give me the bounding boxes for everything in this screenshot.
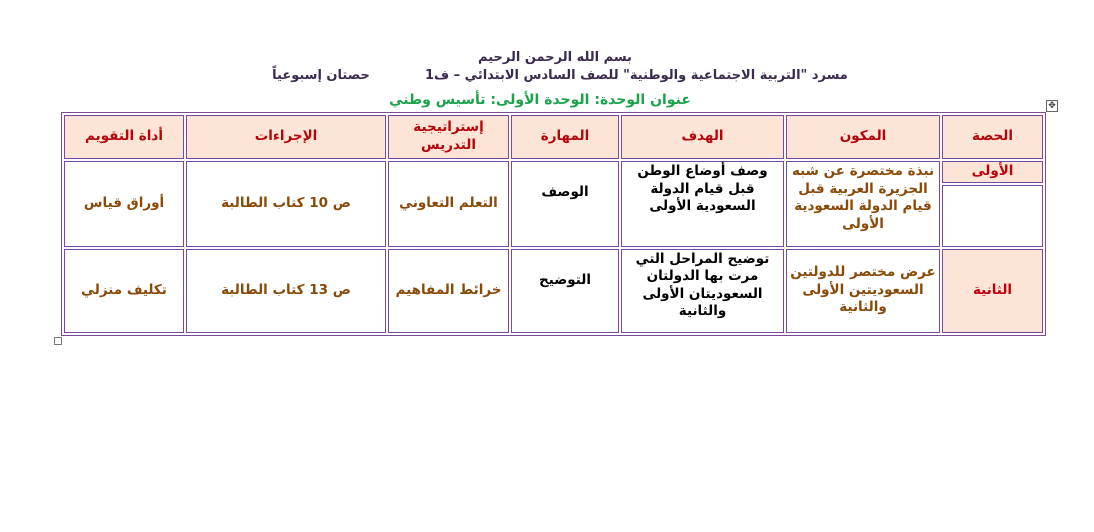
procedures-cell: ص 10 كتاب الطالبة — [186, 161, 386, 247]
lesson-plan-table — [61, 112, 1046, 336]
basmala-heading: بسم الله الرحمن الرحيم — [478, 50, 632, 65]
header-component: المكون — [786, 115, 940, 159]
assessment-cell: أوراق قياس — [64, 161, 184, 247]
component-cell: عرض مختصر للدولتين السعوديتين الأولى والثانية — [786, 249, 940, 333]
header-session: الحصة — [942, 115, 1043, 159]
table-row — [64, 249, 1043, 333]
component-cell: نبذة مختصرة عن شبه الجزيرة العربية قبل قيام الدولة السعودية الأولى — [786, 161, 940, 247]
table-row — [64, 161, 1043, 183]
objective-cell: وصف أوضاع الوطن قبل قيام الدولة السعودية الأولى — [621, 161, 784, 247]
skill-cell: التوضيح — [511, 249, 619, 333]
strategy-cell: التعلم التعاوني — [388, 161, 509, 247]
table-header-row — [64, 115, 1043, 159]
empty-session-cell — [942, 185, 1043, 247]
session-cell: الأولى — [942, 161, 1043, 183]
header-procedures: الإجراءات — [186, 115, 386, 159]
resize-handle-icon[interactable] — [54, 337, 62, 345]
header-assessment: أداة التقويم — [64, 115, 184, 159]
assessment-cell: تكليف منزلي — [64, 249, 184, 333]
header-skill: المهارة — [511, 115, 619, 159]
unit-title: عنوان الوحدة: الوحدة الأولى: تأسيس وطني — [389, 92, 691, 108]
weekly-sessions: حصتان إسبوعياً — [272, 68, 370, 83]
procedures-cell: ص 13 كتاب الطالبة — [186, 249, 386, 333]
course-title-line — [250, 68, 870, 83]
move-handle-icon[interactable]: ✥ — [1046, 100, 1058, 112]
objective-cell: توضيح المراحل التي مرت بها الدولتان السعوديتان الأولى والثانية — [621, 249, 784, 333]
skill-cell: الوصف — [511, 161, 619, 247]
header-strategy: إستراتيجية التدريس — [388, 115, 509, 159]
strategy-cell: خرائط المفاهيم — [388, 249, 509, 333]
course-title: مسرد "التربية الاجتماعية والوطنية" للصف السادس الابتدائي – ف1 — [424, 68, 848, 83]
session-cell: الثانية — [942, 249, 1043, 333]
header-objective: الهدف — [621, 115, 784, 159]
